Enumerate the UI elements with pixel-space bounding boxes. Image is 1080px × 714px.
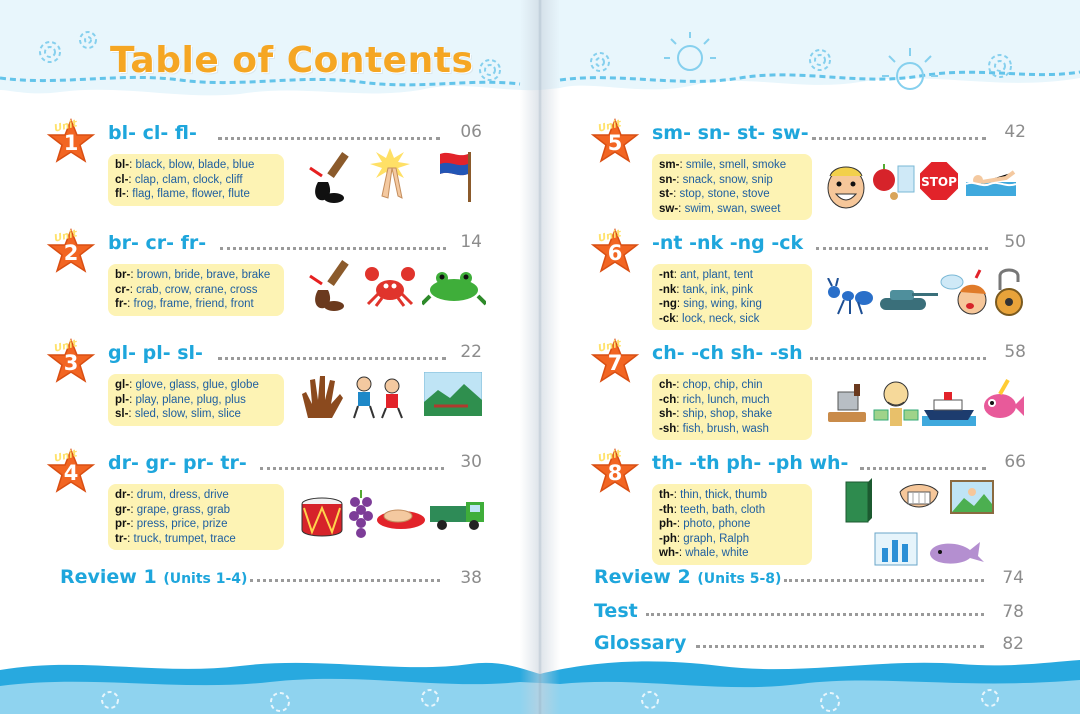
word-row: gr-: grape, grass, grab	[115, 503, 231, 516]
unit-number: 7	[607, 351, 623, 375]
playing-kids-icon	[348, 374, 410, 420]
dot-leader	[696, 636, 984, 648]
grapes-icon	[348, 490, 374, 540]
photo-icon	[950, 480, 994, 514]
blend-label: sh-	[659, 408, 677, 421]
blend-label: fl-	[115, 188, 126, 201]
word-row: cl-: clap, clam, clock, cliff	[115, 173, 243, 186]
lock-icon	[994, 266, 1024, 318]
review-units: (Units 1-4)	[163, 571, 248, 587]
word-list	[108, 484, 284, 550]
stop-sign-text: STOP	[921, 175, 957, 189]
review-units: (Units 5-8)	[697, 571, 782, 587]
blend-label: cr-	[115, 283, 130, 296]
teeth-icon	[898, 482, 940, 522]
review-label: Review 2	[594, 566, 691, 588]
test-title[interactable]: Test	[594, 600, 638, 622]
page-number[interactable]: 42	[1004, 122, 1026, 142]
word-list	[652, 484, 812, 565]
page-number[interactable]: 82	[1002, 634, 1024, 654]
thick-book-icon	[844, 478, 874, 524]
word-row: cr-: crab, crow, crane, cross	[115, 283, 258, 296]
graph-icon	[874, 532, 918, 566]
word-row: sl-: sled, slow, slim, slice	[115, 408, 241, 421]
unit-label: Unit	[597, 228, 623, 245]
word-row: dr-: drum, dress, drive	[115, 489, 229, 501]
word-row: pl-: play, plane, plug, plus	[115, 393, 246, 406]
example-words: rich, lunch, much	[682, 393, 770, 406]
word-row: -ch: rich, lunch, much	[659, 393, 770, 406]
unit-title[interactable]: gl- pl- sl-	[108, 342, 203, 364]
blend-label: sw-	[659, 202, 679, 215]
blend-label: cl-	[115, 173, 129, 186]
blend-label: fr-	[115, 298, 128, 311]
unit-label: Unit	[53, 338, 79, 355]
word-row: sn-: snack, snow, snip	[659, 173, 773, 186]
rich-man-icon	[872, 378, 920, 430]
word-row: -ng: sing, wing, king	[659, 298, 762, 311]
unit-pictures	[296, 368, 486, 438]
example-words: lock, neck, sick	[682, 312, 760, 325]
blend-label: -ng	[659, 298, 677, 311]
smiling-face-icon	[824, 162, 868, 210]
blend-label: gr-	[115, 503, 131, 516]
unit-4	[46, 448, 486, 558]
unit-pictures	[840, 478, 1030, 578]
frog-icon	[422, 268, 486, 306]
word-list	[108, 264, 284, 316]
example-words: ship, shop, shake	[682, 408, 773, 421]
unit-title[interactable]: bl- cl- fl-	[108, 122, 197, 144]
swimmer-icon	[966, 168, 1016, 196]
example-words: flag, flame, flower, flute	[132, 188, 250, 201]
unit-number: 6	[607, 241, 623, 265]
ship-icon	[922, 388, 976, 426]
page-number[interactable]: 50	[1004, 232, 1026, 252]
word-row: bl-: black, blow, blade, blue	[115, 159, 255, 171]
page-number[interactable]: 38	[460, 568, 482, 588]
chopping-knife-icon	[824, 384, 870, 428]
paintbrush-black-icon	[308, 152, 356, 206]
blend-label: br-	[115, 269, 131, 281]
review-label: Review 1	[60, 566, 157, 588]
blend-label: -ph	[659, 532, 677, 545]
unit-pictures	[824, 148, 1030, 218]
page-title: Table of Contents	[110, 40, 474, 81]
example-words: whale, white	[685, 547, 749, 560]
example-words: black, blow, blade, blue	[135, 159, 255, 171]
blend-label: pr-	[115, 518, 131, 531]
example-words: teeth, bath, cloth	[680, 503, 766, 516]
blend-label: sl-	[115, 408, 129, 421]
blend-label: -nt	[659, 269, 674, 281]
tank-icon	[876, 284, 938, 312]
book-gutter	[520, 0, 560, 714]
unit-label: Unit	[597, 448, 623, 465]
dot-leader	[812, 128, 986, 140]
blend-label: ph-	[659, 518, 677, 531]
fish-icon	[980, 376, 1024, 428]
word-list	[652, 154, 812, 220]
word-row: pr-: press, price, prize	[115, 518, 228, 531]
unit-label: Unit	[53, 448, 79, 465]
word-row: -ck: lock, neck, sick	[659, 312, 760, 325]
dot-leader	[250, 570, 440, 582]
word-row: wh-: whale, white	[659, 547, 749, 560]
example-words: crab, crow, crane, cross	[136, 283, 258, 296]
blend-label: -ch	[659, 393, 677, 406]
word-row: br-: brown, bride, brave, brake	[115, 269, 271, 281]
page-number[interactable]: 06	[460, 122, 482, 142]
word-row: ph-: photo, phone	[659, 518, 751, 531]
unit-badge	[46, 118, 96, 168]
example-words: sing, wing, king	[683, 298, 762, 311]
word-row: th-: thin, thick, thumb	[659, 489, 768, 501]
word-row: -th: teeth, bath, cloth	[659, 503, 766, 516]
unit-2	[46, 228, 486, 338]
word-row: -nk: tank, ink, pink	[659, 283, 753, 296]
clapping-hands-icon	[368, 148, 412, 202]
example-words: tank, ink, pink	[682, 283, 753, 296]
page-number[interactable]: 30	[460, 452, 482, 472]
unit-pictures	[824, 368, 1030, 438]
example-words: graph, Ralph	[683, 532, 750, 545]
page-number[interactable]: 14	[460, 232, 482, 252]
example-words: snack, snow, snip	[682, 173, 773, 186]
dot-leader	[810, 348, 986, 360]
example-words: thin, thick, thumb	[680, 489, 768, 501]
unit-5	[590, 118, 1030, 228]
example-words: ant, plant, tent	[680, 269, 753, 281]
example-words: frog, frame, friend, front	[133, 298, 254, 311]
crab-icon	[364, 264, 416, 308]
dot-leader	[218, 128, 440, 140]
unit-6	[590, 228, 1030, 338]
word-row: fl-: flag, flame, flower, flute	[115, 188, 250, 201]
page-number[interactable]: 22	[460, 342, 482, 362]
whale-icon	[928, 536, 984, 566]
word-list	[108, 374, 284, 426]
word-row: st-: stop, stone, stove	[659, 188, 770, 201]
unit-label: Unit	[597, 118, 623, 135]
blend-label: th-	[659, 489, 674, 501]
blend-label: -nk	[659, 283, 677, 296]
unit-pictures	[296, 478, 486, 548]
word-row: sm-: smile, smell, smoke	[659, 159, 787, 171]
unit-pictures	[296, 148, 486, 218]
blend-label: dr-	[115, 489, 131, 501]
unit-title[interactable]: sm- sn- st- sw-	[652, 122, 809, 144]
sled-icon	[424, 372, 482, 416]
ant-icon	[824, 278, 874, 318]
example-words: drum, dress, drive	[136, 489, 229, 501]
singing-boy-icon	[940, 268, 990, 318]
unit-pictures	[296, 258, 486, 328]
unit-label: Unit	[597, 338, 623, 355]
example-words: press, price, prize	[136, 518, 228, 531]
dot-leader	[260, 458, 444, 470]
word-row: fr-: frog, frame, friend, front	[115, 298, 254, 311]
example-words: photo, phone	[683, 518, 751, 531]
word-row: -nt: ant, plant, tent	[659, 269, 753, 281]
unit-badge	[590, 118, 640, 168]
press-button-icon	[376, 504, 426, 530]
blend-label: -th	[659, 503, 674, 516]
word-row: ch-: chop, chip, chin	[659, 379, 763, 391]
dot-leader	[220, 238, 446, 250]
unit-badge	[46, 448, 96, 498]
dot-leader	[646, 604, 984, 616]
dot-leader	[218, 348, 446, 360]
blend-label: gl-	[115, 379, 130, 391]
example-words: sled, slow, slim, slice	[134, 408, 241, 421]
unit-label: Unit	[53, 118, 79, 135]
example-words: fish, brush, wash	[682, 422, 769, 435]
glove-icon	[298, 374, 344, 420]
example-words: brown, bride, brave, brake	[136, 269, 271, 281]
blend-label: sm-	[659, 159, 680, 171]
dot-leader	[860, 458, 986, 470]
blend-label: sn-	[659, 173, 677, 186]
unit-title[interactable]: -nt -nk -ng -ck	[652, 232, 804, 254]
unit-title[interactable]: ch- -ch sh- -sh	[652, 342, 803, 364]
review-2-title[interactable]	[594, 566, 781, 588]
unit-badge	[590, 338, 640, 388]
stop-sign-icon	[918, 160, 960, 202]
unit-number: 5	[607, 131, 623, 155]
paintbrush-brown-icon	[308, 260, 356, 314]
blend-label: ch-	[659, 379, 677, 391]
word-list	[652, 264, 812, 330]
blend-label: tr-	[115, 532, 128, 545]
example-words: clap, clam, clock, cliff	[134, 173, 243, 186]
word-row: gl-: glove, glass, glue, globe	[115, 379, 259, 391]
page-number[interactable]: 58	[1004, 342, 1026, 362]
word-row: -ph: graph, Ralph	[659, 532, 750, 545]
truck-icon	[430, 500, 486, 532]
unit-badge	[46, 228, 96, 278]
dot-leader	[816, 238, 988, 250]
unit-number: 2	[63, 241, 79, 265]
example-words: glove, glass, glue, globe	[135, 379, 259, 391]
unit-3	[46, 338, 486, 448]
drum-icon	[300, 496, 344, 538]
unit-badge	[46, 338, 96, 388]
page-number[interactable]: 78	[1002, 602, 1024, 622]
unit-label: Unit	[53, 228, 79, 245]
example-words: smile, smell, smoke	[685, 159, 787, 171]
blend-label: wh-	[659, 547, 679, 560]
blend-label: -sh	[659, 422, 677, 435]
word-row: sh-: ship, shop, shake	[659, 408, 773, 421]
example-words: truck, trumpet, trace	[133, 532, 236, 545]
review-1-title[interactable]	[60, 566, 247, 588]
word-list	[652, 374, 812, 440]
unit-7	[590, 338, 1030, 448]
word-row: sw-: swim, swan, sweet	[659, 202, 781, 215]
example-words: chop, chip, chin	[682, 379, 763, 391]
unit-8	[590, 448, 1030, 568]
blend-label: st-	[659, 188, 674, 201]
example-words: play, plane, plug, plus	[135, 393, 246, 406]
unit-title[interactable]: th- -th ph- -ph wh-	[652, 452, 849, 474]
unit-pictures	[824, 258, 1030, 328]
page-number[interactable]: 74	[1002, 568, 1024, 588]
dot-leader	[784, 570, 984, 582]
unit-badge	[590, 228, 640, 278]
blend-label: -ck	[659, 312, 676, 325]
flag-icon	[432, 148, 478, 204]
unit-number: 3	[63, 351, 79, 375]
word-row: tr-: truck, trumpet, trace	[115, 532, 236, 545]
glossary-title[interactable]: Glossary	[594, 632, 687, 654]
unit-1	[46, 118, 486, 228]
unit-title[interactable]: dr- gr- pr- tr-	[108, 452, 247, 474]
word-row: -sh: fish, brush, wash	[659, 422, 769, 435]
unit-number: 8	[607, 461, 623, 485]
word-list	[108, 154, 284, 206]
example-words: grape, grass, grab	[136, 503, 231, 516]
unit-number: 1	[63, 131, 79, 155]
unit-title[interactable]: br- cr- fr-	[108, 232, 207, 254]
example-words: swim, swan, sweet	[684, 202, 781, 215]
example-words: stop, stone, stove	[679, 188, 770, 201]
blend-label: pl-	[115, 393, 130, 406]
apple-snack-icon	[870, 160, 918, 200]
page-number[interactable]: 66	[1004, 452, 1026, 472]
unit-badge	[590, 448, 640, 498]
blend-label: bl-	[115, 159, 130, 171]
unit-number: 4	[63, 461, 79, 485]
